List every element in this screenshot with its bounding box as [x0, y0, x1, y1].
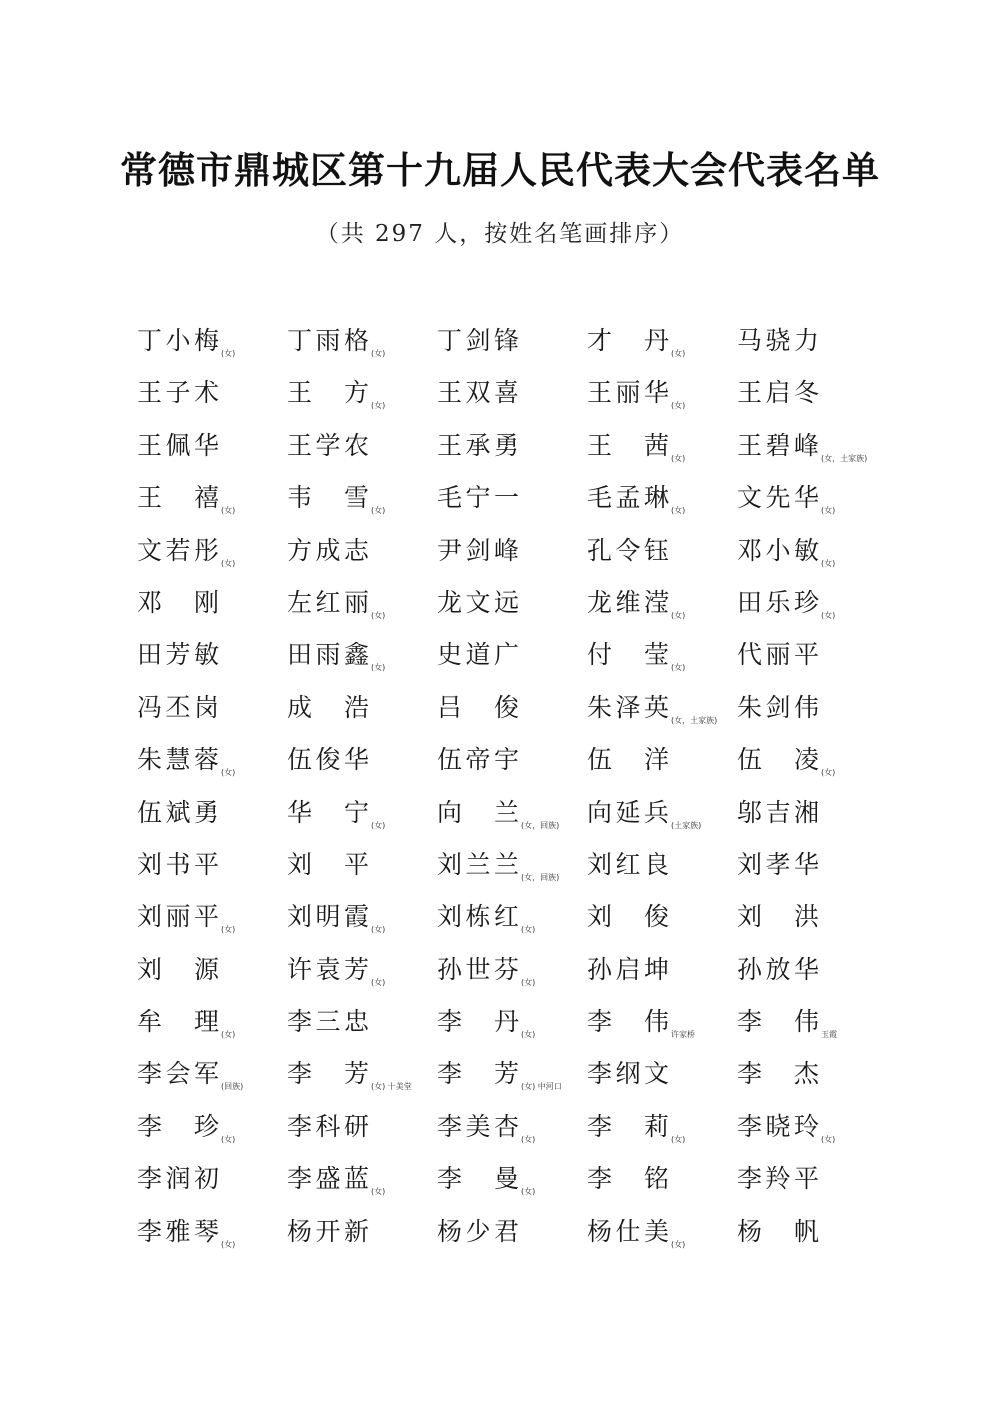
list-item: [287, 733, 437, 785]
list-item: [137, 314, 287, 366]
representative-note: (女): [371, 610, 386, 620]
representative-name: 李 珍: [137, 1111, 219, 1141]
list-item: [137, 366, 287, 418]
representative-name: 伍 俊 华: [287, 745, 369, 775]
representative-name: 朱 慧 蓉: [137, 745, 219, 775]
list-item: [137, 838, 287, 890]
representative-note: (女，回族): [521, 820, 560, 830]
list-item: [137, 1100, 287, 1152]
representative-note: (女) 中河口: [521, 1082, 562, 1092]
representative-name: 刘 俊: [587, 902, 669, 932]
list-item: [287, 786, 437, 838]
list-item: [287, 1152, 437, 1204]
list-item: [287, 943, 437, 995]
list-item: [587, 733, 737, 785]
list-item: [737, 838, 887, 890]
representative-name: 杨 少 君: [437, 1216, 519, 1246]
representative-note: (女，土家族): [671, 715, 718, 725]
representative-note: (女): [821, 558, 836, 568]
list-item: [137, 419, 287, 471]
representative-name: 朱 剑 伟: [737, 692, 819, 722]
representative-name: 向 兰: [437, 797, 519, 827]
representative-name: 丁 小 梅: [137, 326, 219, 355]
list-item: [437, 1100, 587, 1152]
representative-name: 李 莉: [587, 1111, 669, 1141]
representative-name: 王 佩 华: [137, 430, 219, 460]
representative-note: (女): [371, 977, 386, 987]
representative-note: (女): [671, 1134, 686, 1144]
list-item: [737, 419, 887, 471]
list-item: [137, 995, 287, 1047]
list-item: [587, 1100, 737, 1152]
representative-name: 牟 理: [137, 1007, 219, 1037]
representative-name: 李 纲 文: [587, 1059, 669, 1089]
list-item: [437, 471, 587, 523]
representative-note: (女): [371, 506, 386, 516]
representative-name: 李 羚 平: [737, 1164, 819, 1194]
representative-note: (女): [521, 1134, 536, 1144]
list-item: [287, 576, 437, 628]
representative-name: 李 芳: [287, 1059, 369, 1089]
representative-name: 刘 红 良: [587, 849, 669, 879]
representative-name: 李 润 初: [137, 1164, 219, 1194]
representative-note: (女): [371, 349, 386, 358]
representative-note: (女，回族): [521, 872, 560, 882]
representative-name: 刘 平: [287, 849, 369, 879]
representative-name: 丁 剑 锋: [437, 326, 519, 355]
representative-name: 李 铭: [587, 1164, 669, 1194]
representative-name: 孙 放 华: [737, 954, 819, 984]
list-item: [437, 1205, 587, 1257]
representative-name: 吕 俊: [437, 692, 519, 722]
representative-note: (女): [521, 977, 536, 987]
list-item: [437, 995, 587, 1047]
representative-note: (女): [671, 506, 686, 516]
list-item: [737, 1047, 887, 1099]
list-item: [137, 681, 287, 733]
list-item: [587, 628, 737, 680]
list-item: [587, 943, 737, 995]
list-item: [437, 733, 587, 785]
representative-note: (女): [371, 401, 386, 411]
representative-name: 王 碧 峰: [737, 430, 819, 460]
representative-name: 代 丽 平: [737, 640, 819, 670]
list-item: [437, 1152, 587, 1204]
representative-name: 李 丹: [437, 1007, 519, 1037]
representative-name: 王 禧: [137, 483, 219, 513]
representative-name: 史 道 广: [437, 640, 519, 670]
representative-name: 刘 洪: [737, 902, 819, 932]
list-item: [587, 1152, 737, 1204]
representative-name: 成 浩: [287, 692, 369, 722]
list-item: [437, 314, 587, 366]
list-item: [437, 838, 587, 890]
list-item: [737, 995, 887, 1047]
representative-name: 李 伟: [587, 1007, 669, 1037]
representative-name: 文 若 彤: [137, 535, 219, 565]
representative-note: (女): [671, 610, 686, 620]
list-item: [737, 1205, 887, 1257]
representative-name: 毛 宁 一: [437, 483, 519, 513]
representative-note: (女): [221, 1030, 236, 1040]
representative-name: 邓 小 敏: [737, 535, 819, 565]
representative-name: 韦 雪: [287, 483, 369, 513]
representative-name: 李 晓 玲: [737, 1111, 819, 1141]
representative-name: 孙 启 坤: [587, 954, 669, 984]
list-item: [287, 890, 437, 942]
list-item: [437, 366, 587, 418]
representative-name: 李 伟: [737, 1007, 819, 1037]
list-item: [437, 943, 587, 995]
list-item: [287, 524, 437, 576]
representative-note: (女): [521, 1030, 536, 1040]
list-item: [137, 733, 287, 785]
representative-name: 华 宁: [287, 797, 369, 827]
list-item: [287, 681, 437, 733]
representative-name: 李 科 研: [287, 1111, 369, 1141]
list-item: [587, 576, 737, 628]
list-item: [287, 628, 437, 680]
representative-name: 田 芳 敏: [137, 640, 219, 670]
representative-note: (女): [221, 349, 236, 358]
representative-name: 李 美 杏: [437, 1111, 519, 1141]
representative-name: 马 骁 力: [737, 326, 819, 355]
list-item: [587, 366, 737, 418]
list-item: [587, 890, 737, 942]
representative-note: (女): [221, 1134, 236, 1144]
list-item: [737, 890, 887, 942]
list-item: [737, 471, 887, 523]
representative-name: 王 学 农: [287, 430, 369, 460]
list-item: [737, 576, 887, 628]
representative-name: 邬 吉 湘: [737, 797, 819, 827]
representative-name: 伍 凌: [737, 745, 819, 775]
representative-name: 王 双 喜: [437, 378, 519, 408]
representative-name: 文 先 华: [737, 483, 819, 513]
list-item: [587, 786, 737, 838]
representative-note: (回族): [221, 1082, 244, 1092]
representative-name: 杨 仕 美: [587, 1216, 669, 1246]
representative-name: 刘 明 霞: [287, 902, 369, 932]
representative-note: (女): [671, 1239, 686, 1249]
list-item: [587, 1047, 737, 1099]
representative-note: (女) 十美堂: [371, 1082, 412, 1092]
representative-name: 左 红 丽: [287, 587, 369, 617]
list-item: [587, 1205, 737, 1257]
representative-name: 孙 世 芬: [437, 954, 519, 984]
list-item: [137, 786, 287, 838]
representative-name: 王 方: [287, 378, 369, 408]
representative-note: (女): [671, 349, 686, 358]
list-item: [737, 314, 887, 366]
representative-name: 孔 令 钰: [587, 535, 669, 565]
list-item: [737, 366, 887, 418]
representative-note: (女): [371, 663, 386, 673]
representative-name: 方 成 志: [287, 535, 369, 565]
list-item: [737, 628, 887, 680]
representative-note: (土家族): [671, 820, 702, 830]
representative-note: (女): [521, 1187, 536, 1197]
representative-name: 邓 刚: [137, 587, 219, 617]
representative-name: 李 芳: [437, 1059, 519, 1089]
list-item: [587, 681, 737, 733]
page-subtitle: （共 297 人，按姓名笔画排序）: [315, 221, 685, 247]
list-item: [437, 419, 587, 471]
representative-note: (女): [371, 925, 386, 935]
representative-name: 李 三 忠: [287, 1007, 369, 1037]
list-item: [437, 524, 587, 576]
representative-list: [137, 314, 897, 1257]
list-item: [287, 1047, 437, 1099]
representative-name: 田 雨 鑫: [287, 640, 369, 670]
representative-note: (女): [521, 925, 536, 935]
list-item: [137, 1152, 287, 1204]
representative-note: (女): [671, 401, 686, 411]
list-item: [587, 471, 737, 523]
representative-name: 毛 孟 琳: [587, 483, 669, 513]
representative-note: (女): [671, 453, 686, 463]
list-item: [587, 314, 737, 366]
representative-name: 许 袁 芳: [287, 954, 369, 984]
representative-note: (女): [221, 1239, 236, 1249]
representative-name: 李 杰: [737, 1059, 819, 1089]
representative-name: 李 盛 蓝: [287, 1164, 369, 1194]
representative-note: (女): [821, 768, 836, 778]
representative-name: 尹 剑 峰: [437, 535, 519, 565]
representative-name: 杨 帆: [737, 1216, 819, 1246]
representative-name: 杨 开 新: [287, 1216, 369, 1246]
list-item: [287, 1205, 437, 1257]
representative-name: 丁 雨 格: [287, 326, 369, 355]
list-item: [137, 1047, 287, 1099]
list-item: [287, 838, 437, 890]
representative-note: (女): [221, 506, 236, 516]
list-item: [287, 419, 437, 471]
list-item: [437, 1047, 587, 1099]
representative-note: (女，土家族): [821, 453, 868, 463]
list-item: [287, 314, 437, 366]
representative-note: (女): [221, 768, 236, 778]
representative-note: 玉霞: [821, 1030, 837, 1040]
list-item: [737, 1152, 887, 1204]
list-item: [287, 1100, 437, 1152]
representative-note: (女): [821, 506, 836, 516]
representative-name: 龙 维 滢: [587, 587, 669, 617]
list-item: [587, 995, 737, 1047]
list-item: [137, 890, 287, 942]
representative-name: 李 曼: [437, 1164, 519, 1194]
representative-note: (女): [221, 558, 236, 568]
representative-name: 向 延 兵: [587, 797, 669, 827]
list-item: [587, 524, 737, 576]
representative-note: (女): [821, 610, 836, 620]
list-item: [587, 838, 737, 890]
representative-name: 王 子 术: [137, 378, 219, 408]
list-item: [737, 1100, 887, 1152]
list-item: [437, 786, 587, 838]
representative-name: 田 乐 珍: [737, 587, 819, 617]
representative-note: (女): [371, 1187, 386, 1197]
representative-name: 冯 丕 岗: [137, 692, 219, 722]
list-item: [287, 995, 437, 1047]
list-item: [737, 681, 887, 733]
list-item: [737, 524, 887, 576]
representative-name: 付 莹: [587, 640, 669, 670]
list-item: [137, 943, 287, 995]
list-item: [137, 471, 287, 523]
representative-name: 刘 丽 平: [137, 902, 219, 932]
representative-note: 许家桥: [671, 1030, 695, 1040]
representative-name: 刘 栋 红: [437, 902, 519, 932]
list-item: [137, 576, 287, 628]
representative-name: 王 承 勇: [437, 430, 519, 460]
list-item: [737, 943, 887, 995]
representative-name: 伍 斌 勇: [137, 797, 219, 827]
representative-name: 王 启 冬: [737, 378, 819, 408]
representative-name: 刘 兰 兰: [437, 849, 519, 879]
representative-note: (女): [371, 820, 386, 830]
representative-note: (女): [821, 1134, 836, 1144]
list-item: [437, 628, 587, 680]
representative-name: 龙 文 远: [437, 587, 519, 617]
representative-name: 王 茜: [587, 430, 669, 460]
list-item: [137, 524, 287, 576]
list-item: [587, 419, 737, 471]
list-item: [287, 366, 437, 418]
page-title: 常德市鼎城区第十九届人民代表大会代表名单: [120, 149, 880, 192]
list-item: [137, 628, 287, 680]
representative-name: 刘 书 平: [137, 849, 219, 879]
representative-name: 伍 帝 宇: [437, 745, 519, 775]
representative-name: 王 丽 华: [587, 378, 669, 408]
representative-name: 才 丹: [587, 326, 669, 355]
list-item: [287, 471, 437, 523]
representative-name: 朱 泽 英: [587, 692, 669, 722]
representative-name: 李 雅 琴: [137, 1216, 219, 1246]
list-item: [737, 733, 887, 785]
representative-name: 刘 孝 华: [737, 849, 819, 879]
list-item: [437, 890, 587, 942]
list-item: [437, 576, 587, 628]
representative-name: 刘 源: [137, 954, 219, 984]
list-item: [137, 1205, 287, 1257]
representative-note: (女): [671, 663, 686, 673]
representative-name: 伍 洋: [587, 745, 669, 775]
representative-note: (女): [221, 925, 236, 935]
list-item: [737, 786, 887, 838]
list-item: [437, 681, 587, 733]
representative-name: 李 会 军: [137, 1059, 219, 1089]
